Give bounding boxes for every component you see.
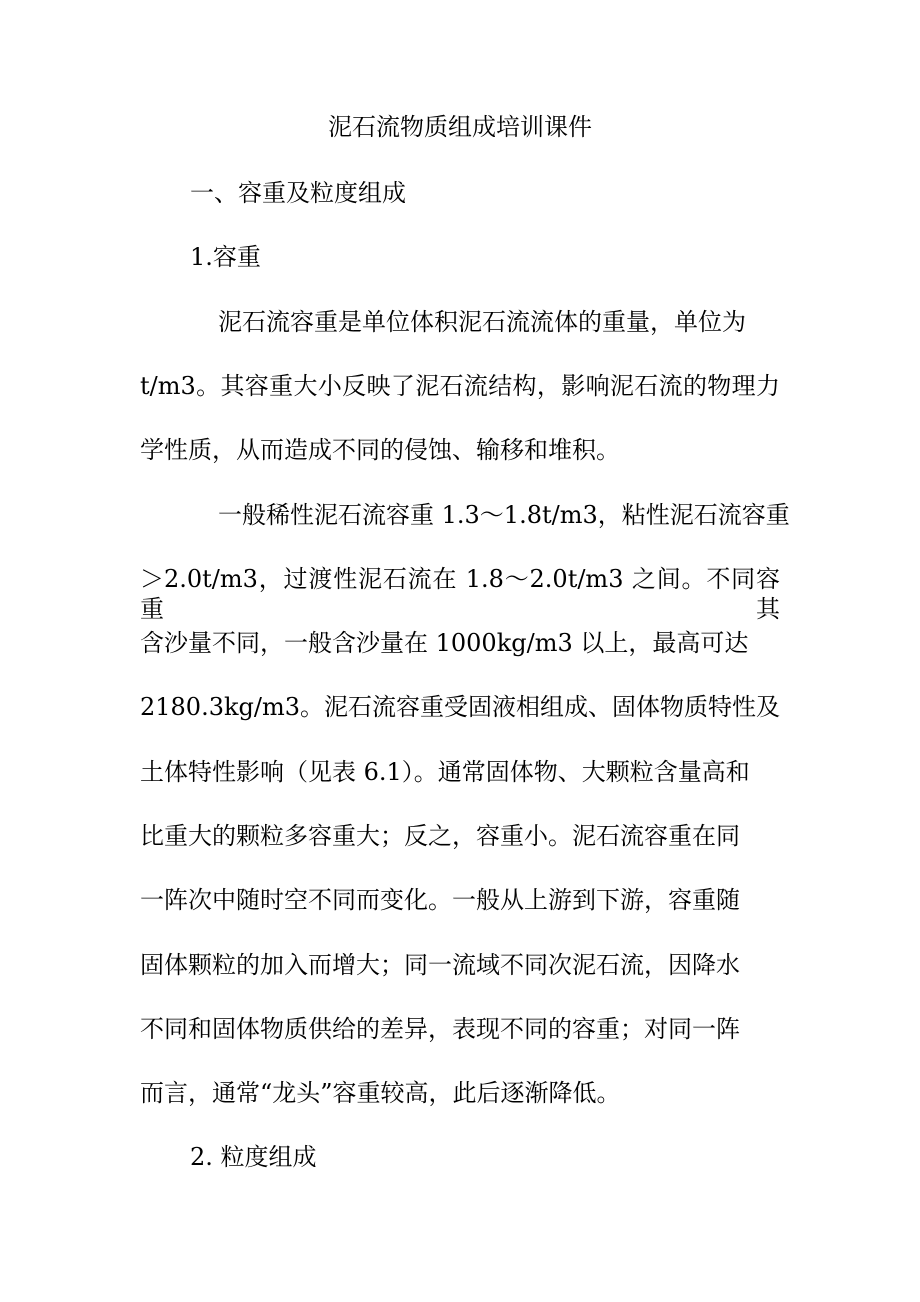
paragraph-2-line-6: 比重大的颗粒多容重大；反之，容重小。泥石流容重在同: [140, 822, 740, 850]
paragraph-2-line-10: 而言，通常“龙头”容重较高，此后逐渐降低。: [140, 1079, 621, 1107]
paragraph-2-line-5: 土体特性影响（见表 6.1）。通常固体物、大颗粒含量高和: [140, 758, 750, 786]
paragraph-2-line-4: 2180.3kg/m3。泥石流容重受固液相组成、固体物质特性及: [140, 693, 780, 721]
paragraph-1-line-3: 学性质，从而造成不同的侵蚀、输移和堆积。: [140, 436, 620, 464]
paragraph-1-line-2: t/m3。其容重大小反映了泥石流结构，影响泥石流的物理力: [140, 372, 780, 400]
section-heading: 一、容重及粒度组成: [190, 179, 406, 207]
paragraph-2-line-1: 一般稀性泥石流容重 1.3～1.8t/m3，粘性泥石流容重: [218, 501, 790, 529]
document-title: 泥石流物质组成培训课件: [328, 113, 592, 141]
paragraph-2-line-8: 固体颗粒的加入而增大；同一流域不同次泥石流，因降水: [140, 951, 740, 979]
paragraph-1-line-1: 泥石流容重是单位体积泥石流流体的重量，单位为: [218, 308, 746, 336]
subheading-density: 1.容重: [190, 243, 261, 271]
paragraph-2-line-7: 一阵次中随时空不同而变化。一般从上游到下游，容重随: [140, 886, 740, 914]
paragraph-2-line-2: ＞2.0t/m3，过渡性泥石流在 1.8～2.0t/m3 之间。不同容重其: [140, 565, 780, 623]
subheading-grain-size: 2. 粒度组成: [190, 1143, 317, 1171]
paragraph-2-line-9: 不同和固体物质供给的差异，表现不同的容重；对同一阵: [140, 1015, 740, 1043]
paragraph-2-line-3: 含沙量不同，一般含沙量在 1000kg/m3 以上，最高可达: [140, 629, 749, 657]
